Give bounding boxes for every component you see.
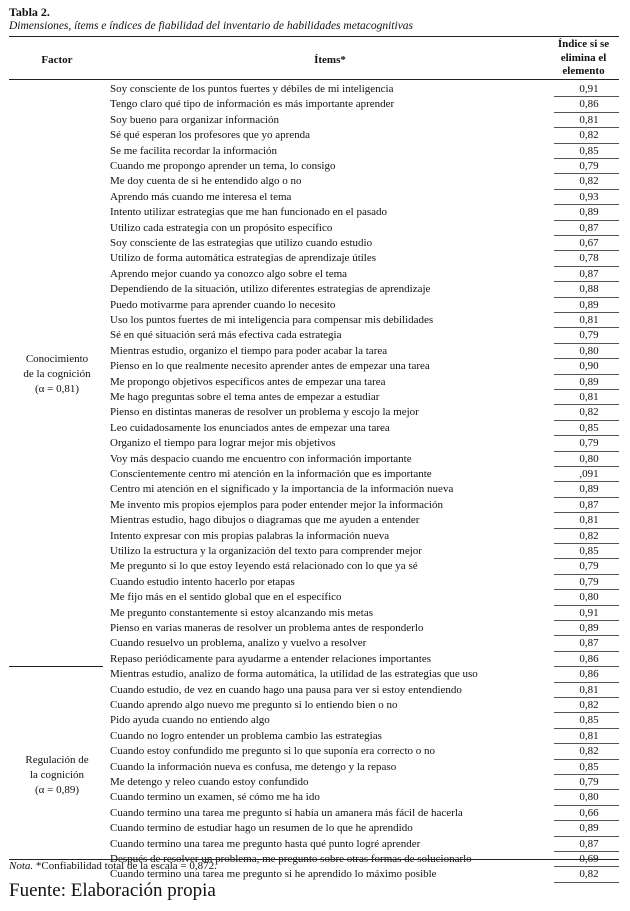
item-text: Aprendo mejor cuando ya conozco algo sobre el tema xyxy=(110,267,348,280)
index-value: 0,93 xyxy=(579,190,599,203)
table-row xyxy=(105,205,619,220)
index-value: 0,82 xyxy=(579,745,599,758)
table-row xyxy=(105,436,619,451)
table-row xyxy=(105,159,619,174)
index-value: 0,82 xyxy=(579,868,599,881)
item-text: Cuando estudio, de vez en cuando hago una pausa para ver si estoy entendiendo xyxy=(110,683,462,696)
factor-label xyxy=(9,753,105,798)
table-row xyxy=(105,390,619,405)
index-value: 0,85 xyxy=(579,144,599,157)
table-row xyxy=(105,821,619,836)
item-text: Cuando no logro entender un problema cambio las estrategias xyxy=(110,729,382,742)
table-row xyxy=(105,97,619,112)
table-row xyxy=(105,375,619,390)
index-value: 0,89 xyxy=(579,822,599,835)
item-text: Me doy cuenta de si he entendido algo o no xyxy=(110,175,302,188)
index-value: 0,89 xyxy=(579,375,599,388)
item-text: Cuando termino un examen, sé cómo me ha ido xyxy=(110,791,320,804)
item-text: Me pregunto si lo que estoy leyendo está relacionado con lo que ya sé xyxy=(110,560,418,573)
table-row xyxy=(105,529,619,544)
item-text: Se me facilita recordar la información xyxy=(110,144,278,157)
index-value: 0,89 xyxy=(579,483,599,496)
index-value: 0,86 xyxy=(579,652,599,665)
index-value: 0,91 xyxy=(579,606,599,619)
index-value: 0,88 xyxy=(579,283,599,296)
item-text: Me hago preguntas sobre el tema antes de empezar a estudiar xyxy=(110,391,380,403)
index-value: 0,82 xyxy=(579,175,599,188)
table-number: Tabla 2. xyxy=(9,5,50,19)
table-row xyxy=(105,652,619,667)
item-text: Conscientemente centro mi atención en la información que es importante xyxy=(110,468,432,480)
index-value: ,091 xyxy=(579,468,599,480)
table-row xyxy=(105,190,619,205)
item-text: Pienso en distintas maneras de resolver un problema y escojo la mejor xyxy=(110,406,419,419)
index-value: 0,85 xyxy=(579,421,599,434)
item-text: Intento utilizar estrategias que me han funcionado en el pasado xyxy=(110,206,388,219)
factor-label-line: (α = 0,81) xyxy=(34,383,80,396)
item-text: Leo cuidadosamente los enunciados antes de empezar una tarea xyxy=(110,421,390,434)
header-index-line: Índice si se xyxy=(557,38,610,50)
table-row xyxy=(105,82,619,97)
table-row xyxy=(105,729,619,744)
item-text: Cuando aprendo algo nuevo me pregunto si lo entiendo bien o no xyxy=(110,699,398,711)
item-text: Organizo el tiempo para lograr mejor mis objetivos xyxy=(110,437,336,450)
index-value: 0,87 xyxy=(579,267,599,280)
factor-label xyxy=(9,352,105,397)
factor-label-line: de la cognición xyxy=(23,368,91,381)
item-text: Pienso en varias maneras de resolver un problema antes de responderlo xyxy=(110,622,424,634)
item-text: Voy más despacio cuando me encuentro con información importante xyxy=(110,452,412,465)
index-value: 0,89 xyxy=(579,206,599,219)
index-value: 0,79 xyxy=(579,437,599,450)
table-row xyxy=(105,236,619,251)
index-value: 0,87 xyxy=(579,221,599,234)
table-top-rule xyxy=(9,36,619,37)
item-text: Repaso periódicamente para ayudarme a entender relaciones importantes xyxy=(110,652,431,665)
index-value: 0,79 xyxy=(579,329,599,342)
item-text: Soy consciente de las estrategias que utilizo cuando estudio xyxy=(110,237,373,249)
item-text: Utilizo de forma automática estrategias de aprendizaje útiles xyxy=(110,252,377,265)
table-row xyxy=(105,513,619,528)
table-row xyxy=(105,251,619,266)
item-text: Utilizo cada estrategia con un propósito específico xyxy=(110,221,333,234)
item-text: Puedo motivarme para aprender cuando lo necesito xyxy=(110,298,336,311)
table-row xyxy=(105,498,619,513)
item-text: Cuando termino de estudiar hago un resumen de lo que he aprendido xyxy=(110,822,413,835)
item-text: Me detengo y releo cuando estoy confundido xyxy=(110,776,309,788)
table-row xyxy=(105,698,619,713)
table-row xyxy=(105,452,619,467)
item-text: Cuando termino una tarea me pregunto hasta qué punto logré aprender xyxy=(110,837,421,850)
item-text: Después de resolver un problema, me pregunto sobre otras formas de solucionarlo xyxy=(110,853,472,865)
index-value: 0,87 xyxy=(579,637,599,650)
index-value: 0,69 xyxy=(579,853,599,865)
table-row xyxy=(105,575,619,590)
index-value: 0,80 xyxy=(579,452,599,465)
table-row xyxy=(105,467,619,482)
index-value: 0,86 xyxy=(579,98,599,111)
index-value: 0,81 xyxy=(579,113,599,126)
header-factor: Factor xyxy=(41,54,73,66)
index-value: 0,67 xyxy=(579,237,599,249)
factor-label-line: (α = 0,89) xyxy=(34,783,80,796)
table-caption: Dimensiones, ítems e índices de fiabilidad del inventario de habilidades metacognitivas xyxy=(9,20,414,32)
index-value: 0,80 xyxy=(579,791,599,804)
table-row xyxy=(105,837,619,852)
index-value: 0,81 xyxy=(579,391,599,403)
index-value: 0,79 xyxy=(579,560,599,573)
index-value: 0,66 xyxy=(579,806,599,819)
table-row xyxy=(105,421,619,436)
index-value: 0,81 xyxy=(579,314,599,326)
table-row xyxy=(105,621,619,636)
factor-label-line: la cognición xyxy=(29,768,85,781)
item-text: Soy bueno para organizar información xyxy=(110,113,280,126)
table-row xyxy=(105,113,619,128)
index-value: 0,85 xyxy=(579,545,599,557)
table-row xyxy=(105,144,619,159)
item-text: Cuando estoy confundido me pregunto si lo que suponía era correcto o no xyxy=(110,745,436,758)
table-row xyxy=(105,282,619,297)
header-items: Ítems* xyxy=(314,54,346,66)
table-row xyxy=(105,775,619,790)
table-row xyxy=(105,405,619,420)
index-value: 0,87 xyxy=(579,498,599,511)
item-text: Cuando la información nueva es confusa, me detengo y la repaso xyxy=(110,760,397,773)
index-value: 0,82 xyxy=(579,699,599,711)
item-text: Mientras estudio, organizo el tiempo para poder acabar la tarea xyxy=(110,344,388,357)
factor-separator xyxy=(9,666,103,667)
item-text: Cuando termino una tarea me pregunto si he aprendido lo máximo posible xyxy=(110,868,437,881)
item-text: Soy consciente de los puntos fuertes y débiles de mi inteligencia xyxy=(110,83,394,95)
index-value: 0,82 xyxy=(579,129,599,142)
table-row xyxy=(105,790,619,805)
item-text: Mientras estudio, analizo de forma automática, la utilidad de las estrategias que uso xyxy=(110,668,478,681)
item-text: Me pregunto constantemente si estoy alcanzando mis metas xyxy=(110,606,374,619)
item-text: Utilizo la estructura y la organización del texto para comprender mejor xyxy=(110,545,422,557)
index-value: 0,85 xyxy=(579,760,599,773)
item-text: Tengo claro qué tipo de información es más importante aprender xyxy=(110,98,395,111)
table-row xyxy=(105,806,619,821)
index-value: 0,82 xyxy=(579,406,599,419)
table-row xyxy=(105,760,619,775)
index-value: 0,81 xyxy=(579,514,599,527)
table-row xyxy=(105,313,619,328)
table-row xyxy=(105,221,619,236)
index-value: 0,89 xyxy=(579,622,599,634)
table-note xyxy=(9,860,217,873)
item-text: Mientras estudio, hago dibujos o diagramas que me ayuden a entender xyxy=(110,514,420,527)
item-text: Me invento mis propios ejemplos para poder entender mejor la información xyxy=(110,498,443,511)
table-row xyxy=(105,636,619,651)
table-row xyxy=(105,267,619,282)
item-text: Uso los puntos fuertes de mi inteligencia para compensar mis debilidades xyxy=(110,314,434,326)
item-text: Pienso en lo que realmente necesito aprender antes de empezar una tarea xyxy=(110,360,430,373)
note-label: Nota. xyxy=(9,860,34,872)
source-line: Fuente: Elaboración propia xyxy=(9,880,216,901)
index-cell-rule xyxy=(554,882,619,883)
table-row xyxy=(105,298,619,313)
table-row xyxy=(105,359,619,374)
index-value: 0,81 xyxy=(579,683,599,696)
item-text: Intento expresar con mis propias palabras la información nueva xyxy=(110,529,390,542)
item-text: Cuando termino una tarea me pregunto si había un amanera más fácil de hacerla xyxy=(110,806,463,819)
note-text: *Confiabilidad total de la escala = 0,872. xyxy=(33,860,217,872)
header-index-line: elemento xyxy=(562,65,605,77)
index-value: 0,79 xyxy=(579,776,599,788)
item-text: Me fijo más en el sentido global que en el específico xyxy=(110,591,342,604)
item-text: Centro mi atención en el significado y la importancia de la información nueva xyxy=(110,483,454,496)
table-row xyxy=(105,544,619,559)
item-text: Sé en qué situación será más efectiva cada estrategia xyxy=(110,329,342,342)
factor-label-line: Conocimiento xyxy=(25,353,89,366)
header-bottom-rule xyxy=(9,79,619,80)
index-value: 0,85 xyxy=(579,714,599,727)
table-row xyxy=(105,559,619,574)
item-text: Me propongo objetivos específicos antes de empezar una tarea xyxy=(110,375,386,388)
index-value: 0,91 xyxy=(579,83,599,95)
table-row xyxy=(105,128,619,143)
header-index-line: elimina el xyxy=(560,51,607,64)
item-text: Cuando estudio intento hacerlo por etapas xyxy=(110,575,295,588)
index-value: 0,81 xyxy=(579,729,599,742)
index-value: 0,90 xyxy=(579,360,599,373)
table-row xyxy=(105,683,619,698)
index-value: 0,87 xyxy=(579,837,599,850)
header-index xyxy=(548,38,619,79)
table-row xyxy=(105,606,619,621)
index-value: 0,89 xyxy=(579,298,599,311)
table-row xyxy=(105,482,619,497)
table-row xyxy=(105,744,619,759)
index-value: 0,82 xyxy=(579,529,599,542)
table-row xyxy=(105,667,619,682)
index-value: 0,78 xyxy=(579,252,599,265)
index-value: 0,86 xyxy=(579,668,599,681)
table-row xyxy=(105,713,619,728)
index-value: 0,79 xyxy=(579,160,599,172)
factor-label-line: Regulación de xyxy=(25,753,89,766)
index-value: 0,80 xyxy=(579,344,599,357)
table-row xyxy=(105,328,619,343)
item-text: Sé qué esperan los profesores que yo aprenda xyxy=(110,129,311,142)
item-text: Aprendo más cuando me interesa el tema xyxy=(110,190,292,203)
table-row xyxy=(105,344,619,359)
table-row xyxy=(105,174,619,189)
index-value: 0,80 xyxy=(579,591,599,604)
item-text: Dependiendo de la situación, utilizo diferentes estrategias de aprendizaje xyxy=(110,283,431,296)
table-row xyxy=(105,590,619,605)
item-text: Cuando me propongo aprender un tema, lo consigo xyxy=(110,160,336,172)
item-text: Pido ayuda cuando no entiendo algo xyxy=(110,714,270,727)
item-text: Cuando resuelvo un problema, analizo y vuelvo a resolver xyxy=(110,637,367,650)
index-value: 0,79 xyxy=(579,575,599,588)
